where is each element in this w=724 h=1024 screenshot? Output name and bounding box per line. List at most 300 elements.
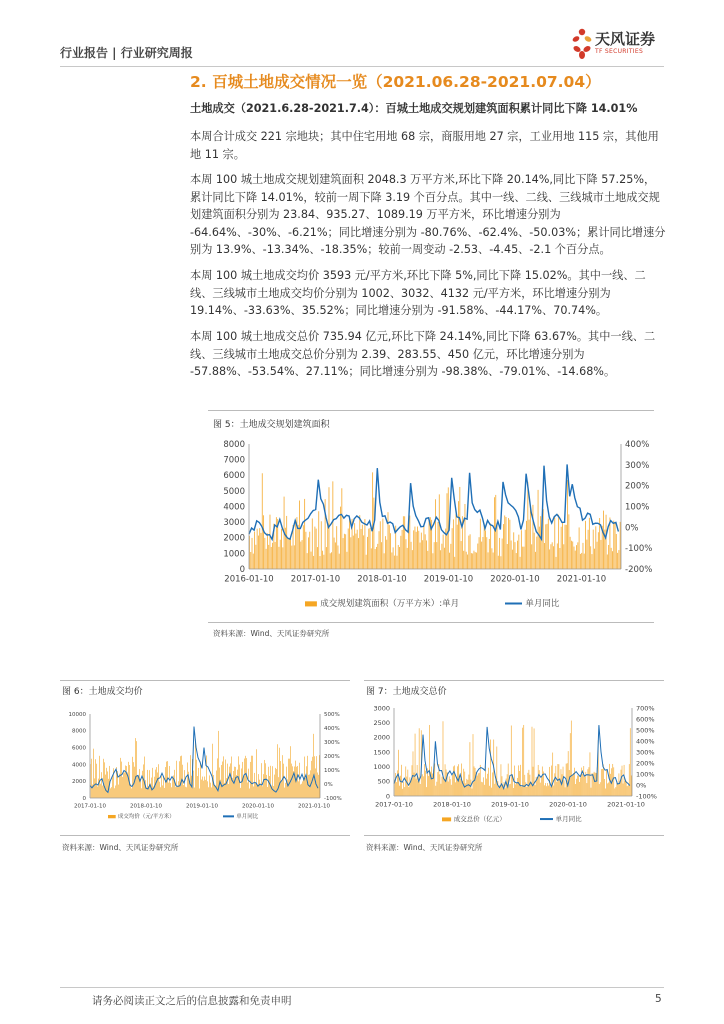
- bar: [229, 767, 230, 798]
- bar: [245, 756, 246, 798]
- bar: [240, 788, 241, 798]
- bar: [527, 482, 528, 569]
- fig7-top-rule: [364, 680, 664, 681]
- bar: [346, 552, 347, 569]
- bar: [373, 498, 374, 569]
- x-tick-label: 2017-01-10: [290, 574, 341, 585]
- bar: [606, 515, 607, 569]
- bar: [380, 521, 381, 569]
- price-paragraph: 本周 100 城土地成交均价 3593 元/平方米,环比下降 5%,同比下降 15.02%。其中一线、二线、三线城市土地成交均价分别为 1002、3032、4132 元/平方米，环比增速分别为 19.14%、-33.63%、35.52%；同比增速分别为 -91.58%、-44.17%、70.74%。: [190, 269, 646, 317]
- bar: [193, 771, 194, 798]
- bar: [295, 520, 296, 569]
- bar: [538, 765, 539, 796]
- bar: [144, 757, 145, 798]
- bar: [200, 761, 201, 798]
- bar: [628, 785, 629, 796]
- bar: [494, 497, 495, 569]
- legend-label-bar: 成交均价（元/平方米）: [117, 814, 175, 820]
- fig6-title: 图 6：土地成交均价: [62, 687, 143, 697]
- bar: [579, 782, 580, 796]
- bar: [267, 533, 268, 569]
- bar: [456, 514, 457, 569]
- bar: [512, 550, 513, 569]
- bar: [91, 759, 92, 798]
- bar: [400, 776, 401, 796]
- bar: [280, 540, 281, 569]
- bar: [323, 555, 324, 569]
- bar: [412, 550, 413, 569]
- bar: [417, 527, 418, 569]
- bar: [406, 539, 407, 569]
- bar: [547, 524, 548, 569]
- bar: [94, 778, 95, 798]
- bar: [177, 786, 178, 798]
- bar: [131, 788, 132, 798]
- bar: [489, 786, 490, 796]
- bar: [204, 777, 205, 798]
- bar: [475, 552, 476, 569]
- bar: [615, 787, 616, 796]
- bar: [250, 552, 251, 569]
- bar: [468, 536, 469, 569]
- bar: [465, 504, 466, 569]
- y-tick-label-left: 4000: [223, 502, 245, 513]
- bar: [586, 540, 587, 569]
- y-tick-label-right: 400%: [324, 725, 340, 732]
- bar: [149, 770, 150, 798]
- bar: [318, 511, 319, 569]
- bar: [577, 775, 578, 796]
- bar: [490, 740, 491, 796]
- bar: [253, 786, 254, 798]
- bar: [171, 787, 172, 798]
- bar: [119, 774, 120, 798]
- bar: [301, 784, 302, 798]
- bar: [411, 542, 412, 569]
- bar: [185, 787, 186, 798]
- bar: [261, 533, 262, 569]
- bar: [425, 771, 426, 796]
- bar: [476, 553, 477, 569]
- bar: [271, 547, 272, 569]
- bar: [137, 775, 138, 798]
- bar: [576, 545, 577, 569]
- bar: [585, 521, 586, 569]
- bar: [564, 780, 565, 796]
- bar: [480, 765, 481, 796]
- bar: [336, 526, 337, 569]
- bar: [570, 733, 571, 796]
- bar: [559, 548, 560, 569]
- bar: [434, 763, 435, 796]
- bar: [416, 532, 417, 569]
- bar: [496, 747, 497, 796]
- bar: [603, 511, 604, 569]
- bar: [303, 525, 304, 569]
- bar: [126, 766, 127, 798]
- legend-swatch-bar: [305, 601, 317, 606]
- bar: [302, 781, 303, 798]
- bar: [557, 543, 558, 569]
- bar: [561, 527, 562, 569]
- bar: [313, 734, 314, 798]
- fig5-source: 资料来源：Wind、天风证券研究所: [213, 629, 330, 638]
- bar: [237, 770, 238, 798]
- bar: [317, 547, 318, 569]
- bar: [197, 776, 198, 798]
- bar: [506, 517, 507, 569]
- bar: [122, 777, 123, 798]
- bar: [440, 774, 441, 796]
- bar: [251, 756, 252, 798]
- bar: [478, 773, 479, 796]
- bar: [268, 545, 269, 569]
- bar: [484, 785, 485, 796]
- bar: [136, 741, 137, 798]
- bar: [470, 742, 471, 796]
- bar: [233, 771, 234, 798]
- legend-label-line: 单月同比: [555, 815, 582, 823]
- bar: [411, 781, 412, 796]
- bar: [550, 787, 551, 796]
- bar: [409, 516, 410, 569]
- bar: [286, 516, 287, 569]
- x-tick-label: 2018-01-10: [433, 800, 471, 809]
- bar: [429, 725, 430, 796]
- x-tick-label: 2021-01-10: [556, 574, 607, 585]
- bar: [454, 765, 455, 796]
- bar: [556, 557, 557, 569]
- bar: [613, 521, 614, 569]
- x-tick-label: 2018-01-10: [130, 803, 162, 810]
- bar: [575, 551, 576, 569]
- bar: [465, 783, 466, 796]
- bar: [309, 532, 310, 569]
- bar: [190, 755, 191, 798]
- bar: [279, 748, 280, 798]
- bar: [548, 786, 549, 796]
- bar: [482, 537, 483, 569]
- bar: [609, 517, 610, 569]
- bar: [588, 769, 589, 796]
- bar: [319, 755, 320, 798]
- bar: [418, 531, 419, 569]
- bar: [104, 762, 105, 798]
- bar: [391, 552, 392, 569]
- bar: [629, 764, 630, 796]
- bar: [558, 515, 559, 569]
- bar: [525, 530, 526, 569]
- bar: [272, 766, 273, 798]
- bar: [449, 776, 450, 796]
- fig6-top-rule: [60, 680, 350, 681]
- x-tick-label: 2016-01-10: [224, 574, 274, 585]
- fig7-bottom-rule: [364, 835, 664, 836]
- y-tick-label-right: -200%: [625, 564, 653, 575]
- bar: [443, 721, 444, 796]
- bar: [326, 547, 327, 569]
- bar: [627, 786, 628, 796]
- fig7-source: 资料来源：Wind、天风证券研究所: [366, 843, 483, 852]
- bar: [111, 787, 112, 798]
- bar: [550, 544, 551, 569]
- bar: [489, 539, 490, 569]
- bar: [255, 783, 256, 798]
- bar: [262, 473, 263, 569]
- bar: [464, 772, 465, 796]
- bar: [581, 553, 582, 569]
- bar: [590, 752, 591, 796]
- bar: [592, 773, 593, 796]
- bar: [355, 534, 356, 569]
- bar: [159, 782, 160, 798]
- bar: [534, 728, 535, 796]
- bar: [100, 784, 101, 798]
- bar: [504, 515, 505, 569]
- bar: [487, 774, 488, 796]
- bar: [361, 529, 362, 569]
- parcel-count-paragraph: 本周合计成交 221 宗地块；其中住宅用地 68 宗，商服用地 27 宗，工业用地 115 宗，其他用地 11 宗。: [190, 130, 659, 161]
- bar: [527, 773, 528, 796]
- bar: [244, 759, 245, 798]
- bar: [481, 782, 482, 796]
- bar: [290, 746, 291, 798]
- bar: [259, 528, 260, 569]
- bar: [612, 551, 613, 569]
- bar: [421, 533, 422, 569]
- bar: [343, 538, 344, 569]
- bar: [499, 538, 500, 569]
- bar: [280, 761, 281, 798]
- bar: [226, 778, 227, 798]
- bar: [583, 766, 584, 796]
- fig6-bottom-rule: [60, 835, 350, 836]
- bar: [472, 553, 473, 569]
- bar: [112, 776, 113, 798]
- bar: [565, 525, 566, 569]
- bar: [448, 782, 449, 796]
- y-tick-label-right: 0%: [636, 781, 647, 790]
- bar: [142, 771, 143, 798]
- bar: [482, 782, 483, 796]
- bar: [552, 753, 553, 796]
- bar: [429, 517, 430, 569]
- fig5-title: 图 5：土地成交规划建筑面积: [213, 420, 330, 430]
- bar: [165, 767, 166, 798]
- bar: [389, 525, 390, 569]
- y-tick-label-right: 300%: [636, 748, 655, 757]
- bar: [548, 519, 549, 569]
- bar: [334, 538, 335, 569]
- bar: [371, 548, 372, 569]
- bar: [95, 759, 96, 798]
- x-tick-label: 2020-01-10: [549, 800, 587, 809]
- y-tick-label-right: -100%: [625, 544, 653, 555]
- bar: [567, 763, 568, 796]
- bar: [624, 765, 625, 796]
- bar: [419, 728, 420, 796]
- legend-label-bar: 成交规划建筑面积（万平方米）:单月: [320, 599, 460, 609]
- bar: [321, 521, 322, 569]
- bar: [275, 768, 276, 798]
- bar: [449, 553, 450, 569]
- bar: [313, 556, 314, 569]
- bar: [600, 540, 601, 569]
- fig6-source: 资料来源：Wind、天风证券研究所: [62, 843, 179, 852]
- bar: [99, 756, 100, 798]
- bar: [274, 775, 275, 798]
- y-tick-label-left: 8000: [223, 439, 245, 450]
- bar: [175, 787, 176, 798]
- bar: [223, 756, 224, 798]
- bar: [435, 499, 436, 569]
- bar: [456, 777, 457, 796]
- bar: [539, 527, 540, 569]
- bar: [428, 776, 429, 796]
- bar: [494, 784, 495, 796]
- bar: [502, 539, 503, 569]
- bar: [579, 527, 580, 569]
- y-tick-label-right: 600%: [636, 715, 655, 724]
- y-tick-label-left: 5000: [223, 486, 245, 497]
- bar: [299, 763, 300, 798]
- bar: [254, 532, 255, 569]
- bar: [202, 777, 203, 798]
- bar: [508, 518, 509, 569]
- bar: [457, 525, 458, 569]
- bar: [390, 533, 391, 569]
- bar: [138, 776, 139, 798]
- bar: [406, 777, 407, 796]
- bar: [294, 766, 295, 798]
- bar: [133, 762, 134, 798]
- bar: [444, 548, 445, 569]
- bar: [289, 538, 290, 569]
- bar: [524, 547, 525, 569]
- legend-label-line: 单月同比: [236, 814, 259, 820]
- bar: [402, 789, 403, 796]
- bar: [135, 738, 136, 798]
- bar: [294, 545, 295, 569]
- bar: [398, 545, 399, 569]
- bar: [281, 781, 282, 798]
- bar: [376, 547, 377, 569]
- bar: [461, 541, 462, 569]
- bar: [339, 554, 340, 569]
- y-tick-label-right: -100%: [324, 795, 342, 802]
- bar: [438, 522, 439, 569]
- bar: [452, 528, 453, 569]
- bar: [522, 547, 523, 569]
- bar: [370, 528, 371, 569]
- bar: [622, 766, 623, 796]
- bar: [272, 543, 273, 569]
- bar: [312, 518, 313, 569]
- bar: [279, 547, 280, 569]
- bar: [572, 775, 573, 796]
- bar: [477, 776, 478, 796]
- bar: [513, 788, 514, 796]
- bar: [467, 555, 468, 569]
- bar: [308, 775, 309, 798]
- bar: [327, 523, 328, 569]
- bar: [446, 769, 447, 796]
- bar: [163, 776, 164, 798]
- bar: [466, 552, 467, 569]
- bar: [565, 787, 566, 796]
- page-number: 5: [655, 993, 662, 1005]
- y-tick-label-left: 7000: [223, 455, 245, 466]
- bar: [440, 550, 441, 569]
- logo-en: TF SECURITIES: [595, 48, 644, 55]
- bar: [607, 554, 608, 569]
- bar: [212, 744, 213, 798]
- bar: [178, 781, 179, 798]
- x-tick-label: 2019-01-10: [423, 574, 474, 585]
- y-tick-label-right: 400%: [636, 737, 655, 746]
- bar: [545, 783, 546, 796]
- bar: [350, 537, 351, 569]
- bar: [372, 472, 373, 569]
- bar: [588, 530, 589, 569]
- bar: [246, 758, 247, 798]
- bar: [532, 505, 533, 569]
- bar: [211, 787, 212, 798]
- bar: [603, 764, 604, 796]
- bar: [230, 763, 231, 798]
- bar: [386, 540, 387, 569]
- bar: [267, 787, 268, 798]
- x-tick-label: 2021-01-10: [298, 803, 330, 810]
- bar: [529, 520, 530, 569]
- bar: [422, 774, 423, 796]
- fig5-chart: [205, 436, 665, 616]
- bar: [573, 773, 574, 796]
- bar: [520, 765, 521, 796]
- bar: [553, 546, 554, 569]
- bar: [179, 761, 180, 798]
- bar: [410, 777, 411, 796]
- bar: [269, 776, 270, 798]
- bar: [473, 734, 474, 796]
- bar: [516, 553, 517, 569]
- y-tick-label-left: 4000: [72, 762, 86, 769]
- bar: [422, 540, 423, 569]
- bar: [258, 536, 259, 569]
- report-category: 行业报告 | 行业研究周报: [60, 46, 193, 60]
- bar: [143, 764, 144, 798]
- bar: [486, 537, 487, 569]
- bar: [521, 787, 522, 796]
- bar: [563, 544, 564, 569]
- bar: [567, 480, 568, 569]
- bar: [578, 776, 579, 796]
- x-tick-label: 2019-01-10: [186, 803, 218, 810]
- bar: [363, 535, 364, 569]
- bar: [249, 789, 250, 799]
- bar: [283, 764, 284, 798]
- bar: [475, 768, 476, 796]
- bar: [305, 532, 306, 569]
- bar: [610, 774, 611, 796]
- bar: [552, 542, 553, 569]
- bar: [551, 766, 552, 796]
- bar: [412, 765, 413, 796]
- y-tick-label-left: 3000: [223, 518, 245, 529]
- bar: [431, 767, 432, 796]
- bar: [540, 783, 541, 796]
- bar: [307, 756, 308, 798]
